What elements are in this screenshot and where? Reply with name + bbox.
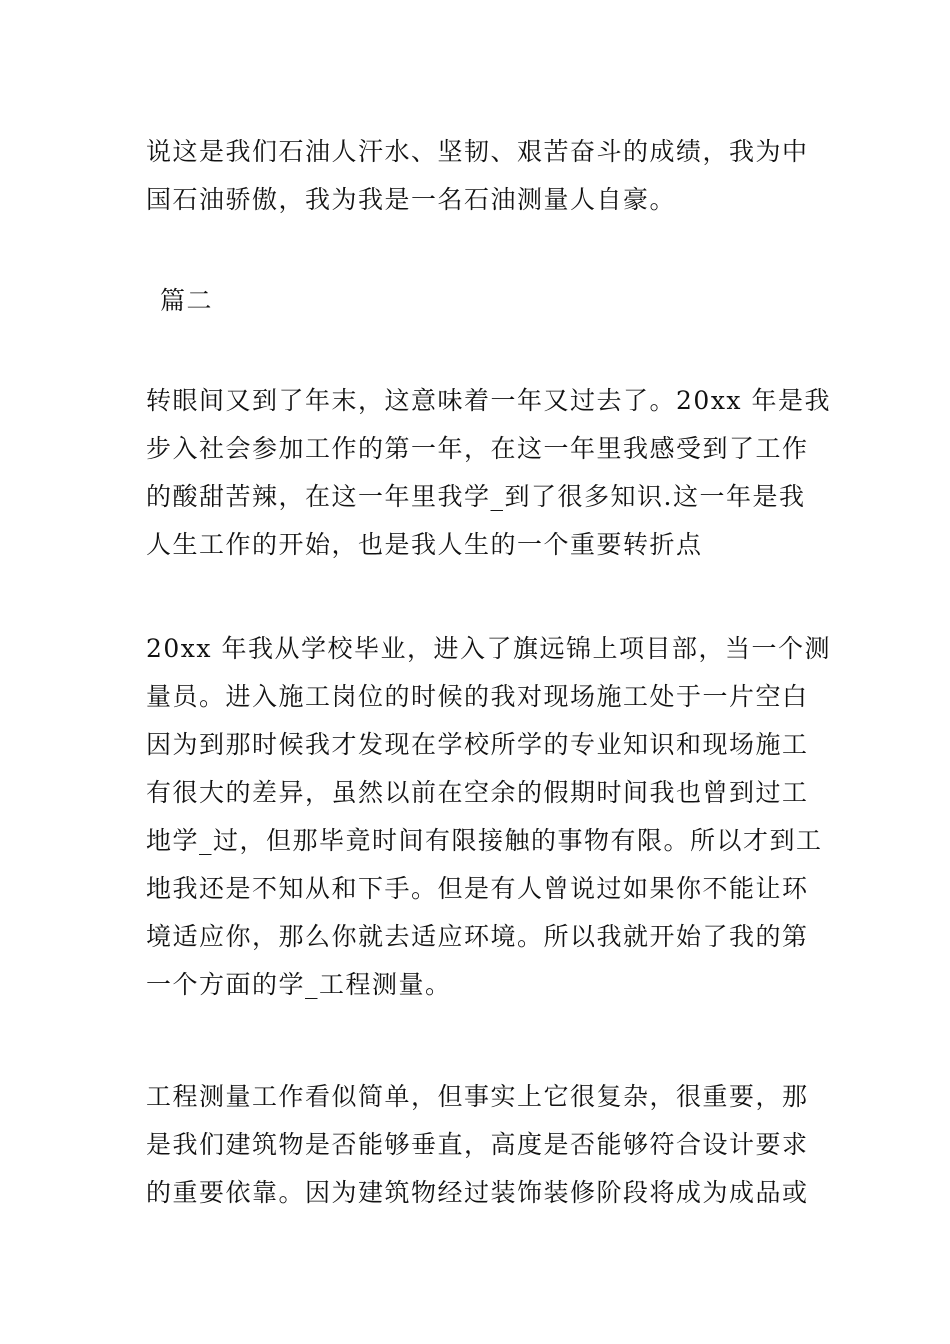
paragraph-line: 是我们建筑物是否能够垂直，高度是否能够符合设计要求: [146, 1130, 809, 1159]
paragraph-3: [146, 625, 831, 1009]
paragraph-line: 步入社会参加工作的第一年，在这一年里我感受到了工作: [146, 434, 809, 463]
paragraph-line: 地学_过，但那毕竟时间有限接触的事物有限。所以才到工: [146, 826, 823, 855]
paragraph-line: 因为到那时候我才发现在学校所学的专业知识和现场施工: [146, 730, 809, 759]
paragraph-line: 工程测量工作看似简单，但事实上它很复杂，很重要，那: [146, 1082, 809, 1111]
paragraph-line: 转眼间又到了年末，这意味着一年又过去了。20xx 年是我: [146, 386, 831, 415]
paragraph-line: 量员。进入施工岗位的时候的我对现场施工处于一片空白: [146, 682, 809, 711]
paragraph-line: 有很大的差异，虽然以前在空余的假期时间我也曾到过工: [146, 778, 809, 807]
paragraph-1: [146, 128, 816, 224]
paragraph-line: 国石油骄傲，我为我是一名石油测量人自豪。: [146, 185, 677, 214]
section-heading: 篇二: [160, 286, 214, 315]
paragraph-line: 境适应你，那么你就去适应环境。所以我就开始了我的第: [146, 922, 809, 951]
paragraph-line: 20xx 年我从学校毕业，进入了旗远锦上项目部，当一个测: [146, 634, 831, 663]
paragraph-line: 说这是我们石油人汗水、坚韧、艰苦奋斗的成绩，我为中: [146, 137, 809, 166]
paragraph-line: 地我还是不知从和下手。但是有人曾说过如果你不能让环: [146, 874, 809, 903]
paragraph-line: 的重要依靠。因为建筑物经过装饰装修阶段将成为成品或: [146, 1178, 809, 1207]
paragraph-4: [146, 1073, 816, 1217]
paragraph-line: 人生工作的开始，也是我人生的一个重要转折点: [146, 530, 703, 559]
paragraph-line: 一个方面的学_工程测量。: [146, 970, 452, 999]
paragraph-2: [146, 377, 831, 569]
paragraph-line: 的酸甜苦辣，在这一年里我学_到了很多知识.这一年是我: [146, 482, 806, 511]
